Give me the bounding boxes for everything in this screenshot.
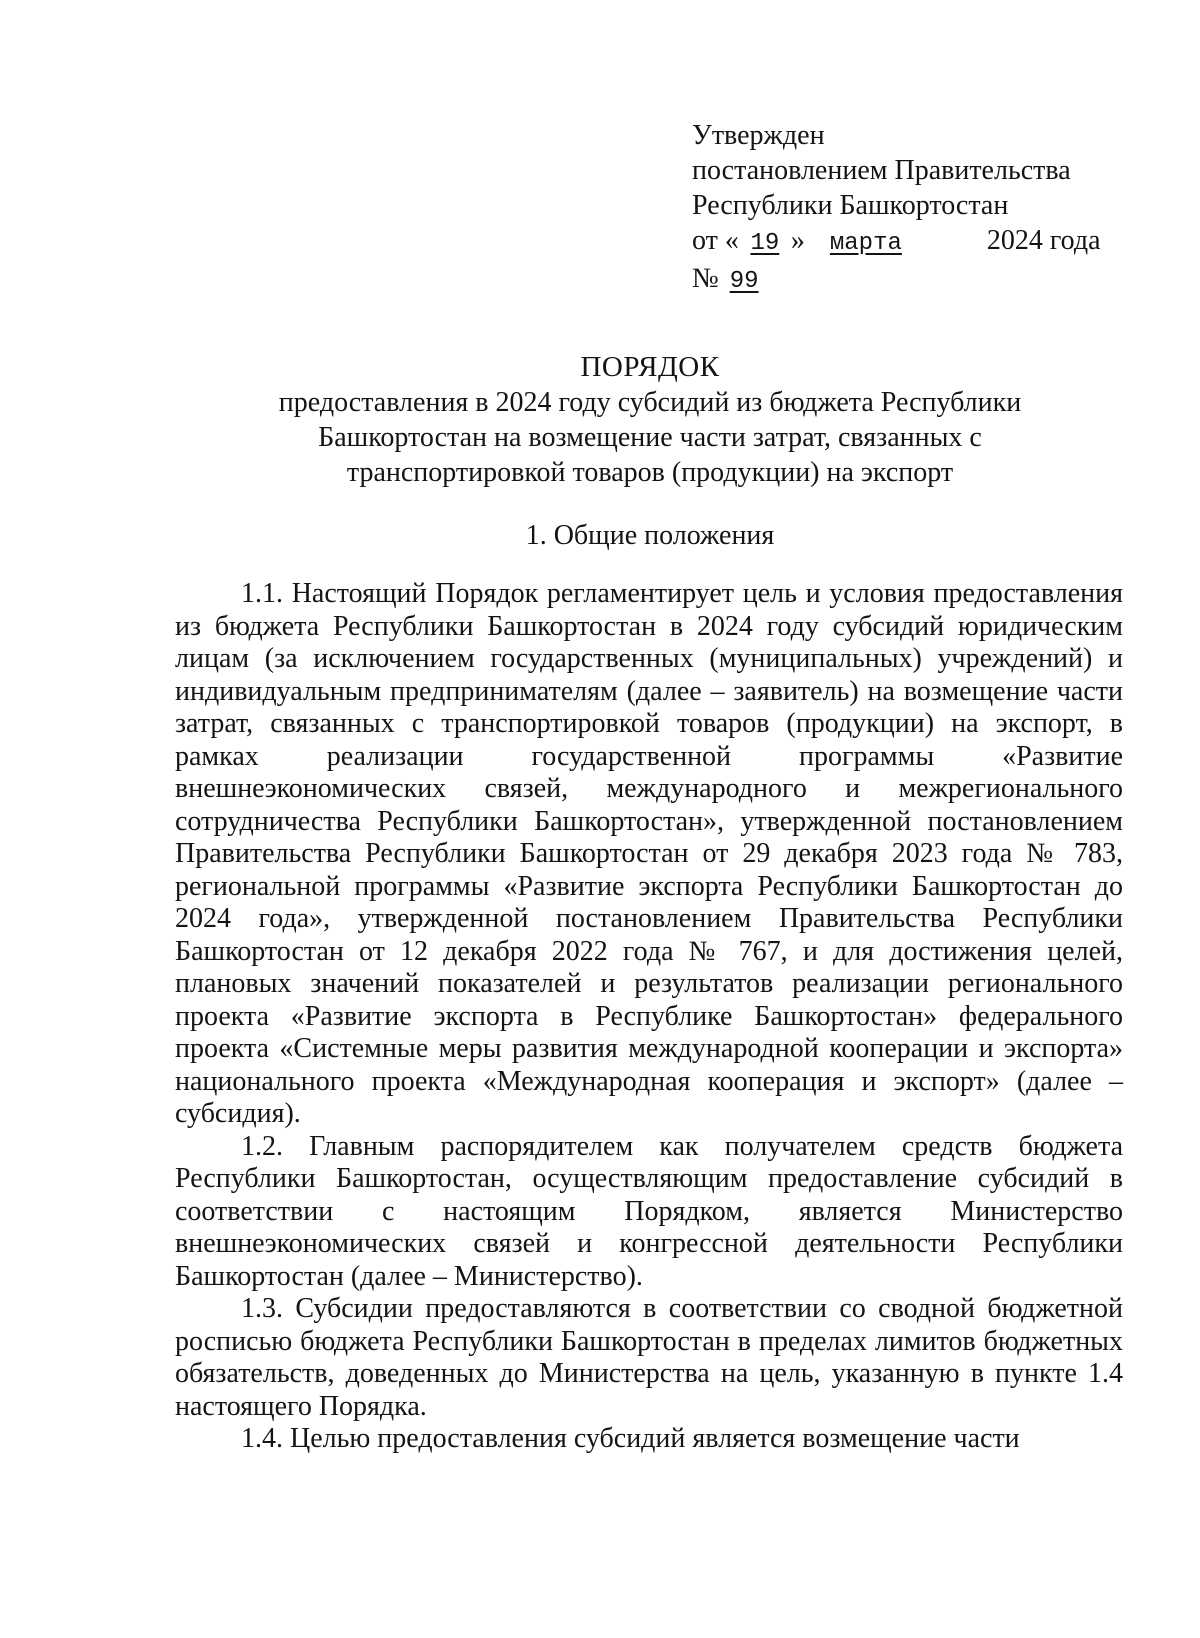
paragraph-1-1: 1.1. Настоящий Порядок регламентирует цель и условия предоставления из бюджета Республики Башкортостан в 2024 году субсидий юридическим лицам (за исключением государственных (муниципальных) учреждений) и индивидуальным предпринимателям (далее – заявитель) на возмещение части затрат, связанных с транспортировкой товаров (продукции) на экспорт, в рамках реализации государственной программы «Развитие внешнеэкономических связей, международного и межрегионального сотрудничества Республики Башкортостан», утвержденной постановлением Правительства Республики Башкортостан от 29 декабря 2023 года № 783, региональной программы «Развитие экспорта Республики Башкортостан до 2024 года», утвержденной постановлением Правительства Республики Башкортостан от 12 декабря 2022 года № 767, и для достижения целей, плановых значений показателей и результатов реализации регионального проекта «Развитие экспорта в Республике Башкортостан» федерального проекта «Системные меры развития международной кооперации и экспорта» национального проекта «Международная кооперация и экспорт» (далее – субсидия).: [175, 578, 1123, 1129]
section-heading: 1. Общие положения: [525, 520, 775, 551]
approval-date-mid: »: [790, 225, 805, 256]
document-subtitle-line-3: транспортировкой товаров (продукции) на экспорт: [346, 457, 954, 488]
document-body: [175, 578, 1123, 1456]
document-subtitle-line-2: Башкортостан на возмещение части затрат, связанных с: [318, 422, 982, 453]
paragraph-1-4: 1.4. Целью предоставления субсидий является возмещение части: [241, 1423, 1020, 1454]
approval-date-prefix: от «: [692, 225, 739, 256]
document-title: ПОРЯДОК: [580, 351, 720, 383]
paragraph-1-2: 1.2. Главным распорядителем как получателем средств бюджета Республики Башкортостан, осуществляющим предоставление субсидий в соответствии с настоящим Порядком, является Министерство внешнеэкономических связей и конгрессной деятельности Республики Башкортостан (далее – Министерство).: [175, 1130, 1123, 1292]
document-subtitle-line-1: предоставления в 2024 году субсидий из бюджета Республики: [278, 387, 1022, 418]
document-title-block: [175, 350, 1125, 490]
approval-line-republic: Республики Башкортостан: [692, 190, 1009, 221]
approval-date-line: [692, 223, 1122, 261]
approval-date-year: 2024 года: [986, 225, 1101, 256]
approval-line-resolution: постановлением Правительства: [692, 155, 1071, 186]
approval-number-prefix: №: [692, 263, 719, 294]
approval-date-day: 19: [750, 230, 780, 257]
approval-number-line: [692, 261, 1122, 299]
approval-number-value: 99: [729, 268, 759, 295]
approval-block: [692, 118, 1122, 299]
approval-date-month: марта: [829, 230, 902, 257]
approval-line-approved: Утвержден: [692, 120, 825, 151]
paragraph-1-3: 1.3. Субсидии предоставляются в соответствии со сводной бюджетной росписью бюджета Республики Башкортостан в пределах лимитов бюджетных обязательств, доведенных до Министерства на цель, указанную в пункте 1.4 настоящего Порядка.: [175, 1293, 1123, 1422]
